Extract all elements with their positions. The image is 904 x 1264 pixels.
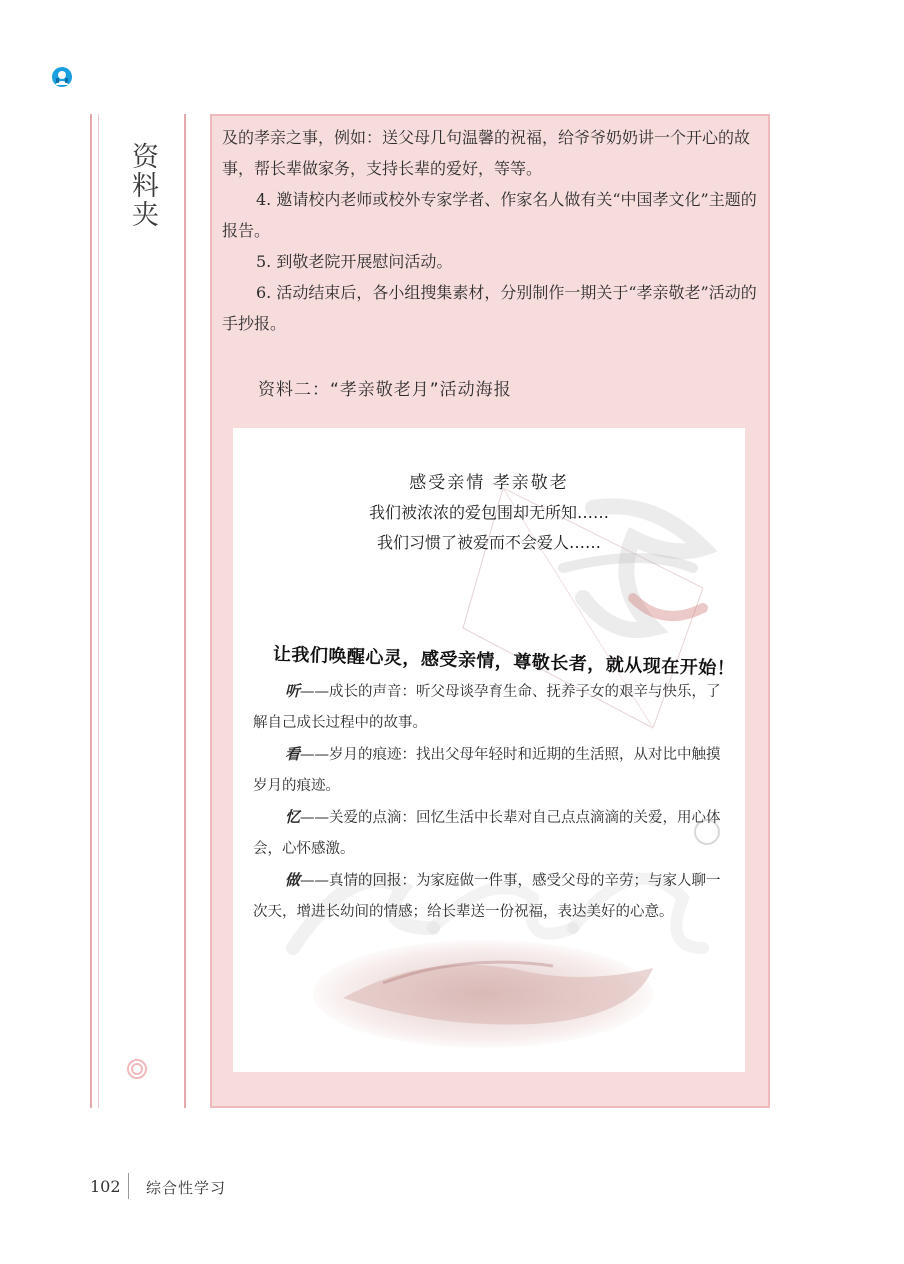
poster-items	[253, 676, 733, 928]
footer-divider	[128, 1173, 129, 1199]
item-text: ——成长的声音：听父母谈孕育生命、抚养子女的艰辛与快乐，了解自己成长过程中的故事。	[253, 684, 721, 731]
poster-slogan: 让我们唤醒心灵，感受亲情，尊敬长者，就从现在开始！	[272, 644, 736, 680]
item-keyword: 做	[285, 871, 301, 889]
list-item	[253, 739, 733, 802]
item-text: ——岁月的痕迹：找出父母年轻时和近期的生活照，从对比中触摸岁月的痕迹。	[253, 747, 721, 794]
user-badge-icon	[51, 66, 73, 88]
section-heading: 资料二：“孝亲敬老月”活动海报	[258, 380, 512, 400]
poster-headline: 感受亲情 孝亲敬老	[409, 473, 569, 493]
page-number: 102	[90, 1177, 121, 1196]
book-title: 综合性学习	[146, 1179, 227, 1197]
item-text: ——关爱的点滴：回忆生活中长辈对自己点点滴滴的关爱，用心体会，心怀感激。	[253, 810, 721, 857]
activity-text	[222, 122, 762, 339]
poster-line: 我们习惯了被爱而不会爱人……	[376, 533, 601, 552]
item-keyword: 听	[285, 682, 301, 700]
sidebar-title: 资料夹	[127, 142, 158, 229]
ring-ornament-icon	[126, 1058, 148, 1080]
paragraph: 5. 到敬老院开展慰问活动。	[256, 252, 453, 271]
poster-line: 我们被浓浓的爱包围却无所知……	[368, 503, 609, 522]
list-item	[253, 865, 733, 928]
sidebar	[90, 114, 186, 1108]
paragraph: 6. 活动结束后，各小组搜集素材，分别制作一期关于“孝亲敬老”活动的手抄报。	[222, 283, 757, 333]
item-keyword: 看	[285, 745, 301, 763]
paragraph: 及的孝亲之事，例如：送父母几句温馨的祝福，给爷爷奶奶讲一个开心的故事，帮长辈做家务，支持长辈的爱好，等等。	[222, 128, 751, 178]
item-text: ——真情的回报：为家庭做一件事，感受父母的辛劳；与家人聊一次天，增进长幼间的情感；给长辈送一份祝福，表达美好的心意。	[253, 873, 721, 920]
item-keyword: 忆	[285, 808, 301, 826]
list-item	[253, 676, 733, 739]
list-item	[253, 802, 733, 865]
poster	[233, 428, 745, 1072]
paragraph: 4. 邀请校内老师或校外专家学者、作家名人做有关“中国孝文化”主题的报告。	[222, 190, 757, 240]
